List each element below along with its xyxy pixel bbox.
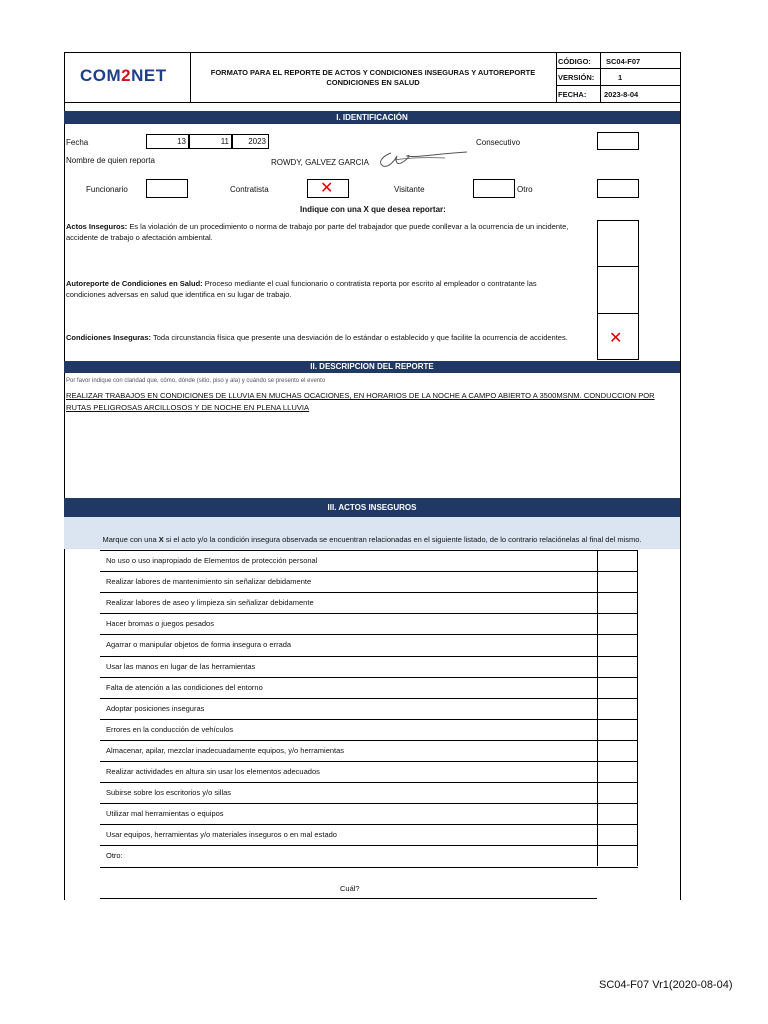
frame-left-border xyxy=(64,52,65,900)
contratista-label: Contratista xyxy=(230,185,269,194)
document-reference: SC04-F07 Vr1(2020-08-04) xyxy=(599,979,733,991)
nombre-value: ROWDY, GALVEZ GARCIA xyxy=(271,158,369,167)
actos-item-label: Usar equipos, herramientas y/o materiales inseguros o en mal estado xyxy=(106,830,337,840)
actos-item-label: Utilizar mal herramientas o equipos xyxy=(106,809,224,819)
actos-inseguros-checkbox[interactable] xyxy=(598,221,638,266)
fecha-value: 2023-8-04 xyxy=(604,90,639,99)
section-identificacion-header: I. IDENTIFICACIÓN xyxy=(64,111,680,124)
actos-item-label: Realizar labores de mantenimiento sin señalizar debidamente xyxy=(106,577,312,587)
date-day-value: 13 xyxy=(177,137,186,146)
actos-item-checkbox[interactable] xyxy=(599,657,636,676)
actos-row-divider xyxy=(100,656,638,657)
actos-item-checkbox[interactable] xyxy=(599,720,636,739)
date-month-value: 11 xyxy=(220,137,229,146)
actos-item-label: Agarrar o manipular objetos de forma insegura o errada xyxy=(106,640,292,650)
frame-top-border xyxy=(64,52,680,53)
codigo-label: CÓDIGO: xyxy=(558,57,591,66)
signature-image xyxy=(375,146,475,172)
funcionario-checkbox[interactable] xyxy=(146,179,188,198)
actos-row-divider xyxy=(100,677,638,678)
cual-underline xyxy=(100,898,597,899)
actos-checkbox-column-left xyxy=(597,550,598,866)
actos-item-checkbox[interactable] xyxy=(599,741,636,760)
funcionario-label: Funcionario xyxy=(86,185,128,194)
actos-checkbox-column-right xyxy=(637,550,638,866)
visitante-checkbox[interactable] xyxy=(473,179,515,198)
header-divider-3 xyxy=(600,52,601,102)
indique-label: Indique con una X que desea reportar: xyxy=(300,205,446,214)
header-row-line-2 xyxy=(556,85,680,86)
actos-item-checkbox[interactable] xyxy=(599,804,636,823)
actos-item-checkbox[interactable] xyxy=(599,572,636,591)
header-bottom-line xyxy=(64,102,680,103)
actos-item-label: Otro: xyxy=(106,851,123,861)
nombre-label: Nombre de quien reporta xyxy=(66,156,155,165)
descripcion-hint: Por favor indique con claridad que, cómo, dónde (sitio, piso y ala) y cuándo se presento el evento xyxy=(66,378,326,384)
version-label: VERSIÓN: xyxy=(558,73,595,82)
actos-instruction-panel xyxy=(64,517,680,549)
otro-checkbox[interactable] xyxy=(597,179,639,198)
actos-item-label: Usar las manos en lugar de las herramientas xyxy=(106,661,256,671)
actos-row-divider xyxy=(100,740,638,741)
actos-row-divider xyxy=(100,592,638,593)
fecha-field-label: Fecha xyxy=(66,138,89,147)
section-descripcion-header: II. DESCRIPCION DEL REPORTE xyxy=(64,361,680,373)
version-value: 1 xyxy=(618,73,623,82)
actos-item-checkbox[interactable] xyxy=(599,846,636,865)
actos-row-divider xyxy=(100,698,638,699)
contratista-x-mark: ✕ xyxy=(320,178,334,197)
actos-item-label: Subirse sobre los escritorios y/o sillas xyxy=(106,788,232,798)
actos-row-divider xyxy=(100,761,638,762)
actos-row-divider xyxy=(100,824,638,825)
actos-row-divider xyxy=(100,845,638,846)
actos-row-divider xyxy=(100,550,638,551)
fecha-label: FECHA: xyxy=(558,90,587,99)
cual-label: Cuál? xyxy=(340,884,360,893)
descripcion-line-1: REALIZAR TRABAJOS EN CONDICIONES DE LLUVIA EN MUCHAS OCACIONES, EN HORARIOS DE LA NOCHE A CAMPO ABIERTO A 3500MSNM. CONDUCCION POR xyxy=(66,391,655,400)
actos-item-checkbox[interactable] xyxy=(599,614,636,633)
condiciones-inseguras-x-mark: ✕ xyxy=(609,328,623,347)
consecutivo-label: Consecutivo xyxy=(476,138,521,147)
actos-item-label: Almacenar, apilar, mezclar inadecuadamente equipos, y/o herramientas xyxy=(106,745,345,755)
condiciones-inseguras-definition: Condiciones Inseguras: Toda circunstancia física que presente una desviación de lo estándar o establecido y que facilite la ocurrencia de accidentes. xyxy=(66,333,568,342)
actos-item-checkbox[interactable] xyxy=(599,762,636,781)
actos-item-label: Realizar labores de aseo y limpieza sin señalizar debidamente xyxy=(106,598,314,608)
actos-instruction: Marque con una X si el acto y/o la condición insegura observada se encuentran relacionadas en el siguiente listado, de lo contrario relaciónelas al final del mismo. xyxy=(102,535,642,544)
autoreporte-checkbox[interactable] xyxy=(598,267,638,313)
actos-row-divider xyxy=(100,867,638,868)
actos-item-label: No uso o uso inapropiado de Elementos de protección personal xyxy=(106,556,318,565)
actos-row-divider xyxy=(100,782,638,783)
frame-right-border xyxy=(680,52,681,900)
actos-row-divider xyxy=(100,613,638,614)
autoreporte-definition: Autoreporte de Condiciones en Salud: Proceso mediante el cual funcionario o contratista reporta por escrito al empleador o contratante las condiciones adversas en salud que identifica en su lugar de trabajo. xyxy=(66,279,537,299)
actos-row-divider xyxy=(100,571,638,572)
actos-row-divider xyxy=(100,634,638,635)
header-row-line-1 xyxy=(556,68,680,69)
section-actos-header: III. ACTOS INSEGUROS xyxy=(64,498,680,517)
visitante-label: Visitante xyxy=(394,185,425,194)
company-logo: COM2NET xyxy=(80,66,167,85)
actos-item-checkbox[interactable] xyxy=(599,635,636,654)
otro-label: Otro xyxy=(517,185,533,194)
actos-row-divider xyxy=(100,803,638,804)
actos-item-label: Adoptar posiciones inseguras xyxy=(106,703,205,713)
actos-item-checkbox[interactable] xyxy=(599,825,636,844)
actos-item-checkbox[interactable] xyxy=(599,699,636,718)
actos-item-checkbox[interactable] xyxy=(599,551,636,570)
codigo-value: SC04-F07 xyxy=(606,57,641,66)
consecutivo-field[interactable] xyxy=(597,132,639,150)
actos-item-label: Hacer bromas o juegos pesados xyxy=(106,619,214,629)
actos-inseguros-definition: Actos Inseguros: Es la violación de un procedimiento o norma de trabajo por parte del trabajador que puede conllevar a la ocurrencia de un incidente, accidente de trabajo o afectación ambiental. xyxy=(66,222,569,242)
header-divider-2 xyxy=(556,52,557,102)
descripcion-line-2: RUTAS PELIGROSAS ARCILLOSOS Y DE NOCHE EN PLENA LLUVIA xyxy=(66,403,310,412)
actos-row-divider xyxy=(100,719,638,720)
actos-item-label: Falta de atención a las condiciones del entorno xyxy=(106,682,263,692)
actos-item-checkbox[interactable] xyxy=(599,678,636,697)
date-year-value: 2023 xyxy=(248,137,266,146)
actos-item-checkbox[interactable] xyxy=(599,783,636,802)
actos-item-label: Errores en la conducción de vehículos xyxy=(106,724,234,734)
form-title: FORMATO PARA EL REPORTE DE ACTOS Y CONDICIONES INSEGURAS Y AUTOREPORTE CONDICIONES EN SALUD xyxy=(210,68,536,87)
actos-item-checkbox[interactable] xyxy=(599,593,636,612)
actos-item-label: Realizar actividades en altura sin usar los elementos adecuados xyxy=(106,767,320,776)
